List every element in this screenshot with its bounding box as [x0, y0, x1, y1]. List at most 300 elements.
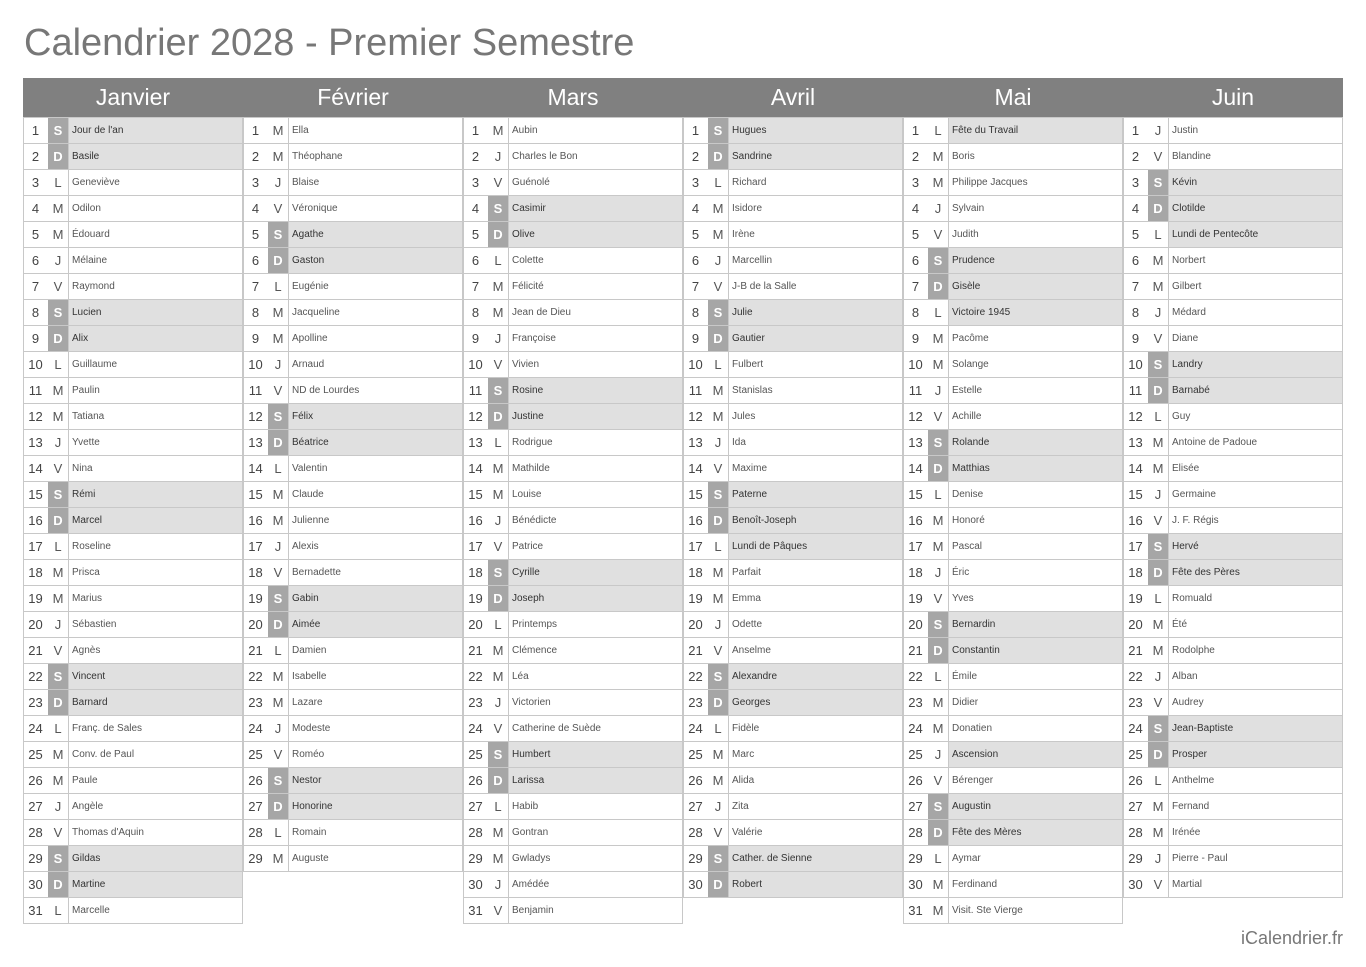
saint-name: Auguste: [292, 853, 329, 864]
weekday-letter: D: [488, 586, 509, 611]
day-number: 11: [468, 383, 483, 398]
weekday-letter: S: [708, 846, 729, 871]
saint-name: Gaston: [289, 248, 462, 273]
day-row: [1123, 482, 1343, 508]
saint-name: Rosine: [509, 378, 682, 403]
weekday-letter: J: [48, 248, 69, 273]
saint-name: Rodrigue: [512, 437, 553, 448]
day-number: 10: [248, 357, 263, 372]
day-number: 29: [468, 851, 483, 866]
weekday-letter: V: [48, 274, 69, 299]
weekday-letter: M: [488, 274, 509, 299]
day-number: 5: [31, 227, 40, 242]
day-number: 10: [1128, 357, 1143, 372]
saint-name: ND de Lourdes: [292, 385, 360, 396]
saint-name: Alida: [732, 775, 755, 786]
day-row: [23, 274, 243, 300]
weekday-letter: L: [708, 534, 729, 559]
day-row: [1123, 872, 1343, 898]
day-number: 2: [691, 149, 700, 164]
day-number: 12: [28, 409, 43, 424]
day-number: 31: [468, 903, 483, 918]
saint-name: Guillaume: [72, 359, 118, 370]
day-row: [683, 248, 903, 274]
saint-name: J-B de la Salle: [732, 281, 797, 292]
weekday-letter: S: [708, 664, 729, 689]
day-row: [903, 196, 1123, 222]
footer-brand: iCalendrier.fr: [1240, 928, 1343, 948]
saint-name: Béatrice: [289, 430, 462, 455]
weekday-letter: J: [268, 352, 289, 377]
saint-name: Basile: [69, 144, 242, 169]
saint-name: Bérenger: [952, 775, 994, 786]
day-row: [243, 482, 463, 508]
day-number: 12: [688, 409, 703, 424]
day-number: 14: [28, 461, 43, 476]
day-number: 6: [691, 253, 700, 268]
day-number: 9: [691, 331, 700, 346]
day-number: 12: [1128, 409, 1143, 424]
saint-name: Humbert: [509, 742, 682, 767]
day-row: [243, 586, 463, 612]
day-row: [23, 794, 243, 820]
saint-name: Prisca: [72, 567, 100, 578]
weekday-letter: D: [928, 456, 949, 481]
day-number: 6: [251, 253, 260, 268]
month-header: Avril: [683, 78, 903, 117]
weekday-letter: L: [48, 352, 69, 377]
day-row: [683, 196, 903, 222]
month-header: Janvier: [23, 78, 243, 117]
day-number: 14: [908, 461, 923, 476]
day-number: 20: [1128, 617, 1143, 632]
day-number: 15: [248, 487, 263, 502]
day-number: 6: [1131, 253, 1140, 268]
saint-name: Olive: [509, 222, 682, 247]
day-row: [1123, 274, 1343, 300]
saint-name: Romain: [292, 827, 327, 838]
day-row: [243, 326, 463, 352]
day-number: 13: [468, 435, 483, 450]
weekday-letter: M: [268, 300, 289, 325]
saint-name: Achille: [952, 411, 982, 422]
saint-name: Geneviève: [72, 177, 120, 188]
saint-name: Eugénie: [292, 281, 329, 292]
weekday-letter: J: [708, 612, 729, 637]
weekday-letter: V: [1148, 872, 1169, 897]
saint-name: Paulin: [72, 385, 100, 396]
day-number: 29: [688, 851, 703, 866]
day-row: [1123, 794, 1343, 820]
day-row: [903, 638, 1123, 664]
saint-name: Angèle: [72, 801, 104, 812]
day-number: 17: [28, 539, 43, 554]
saint-name: Hervé: [1169, 534, 1342, 559]
weekday-letter: S: [1148, 170, 1169, 195]
day-row: [903, 898, 1123, 924]
day-number: 23: [688, 695, 703, 710]
saint-name: Ella: [292, 125, 309, 136]
saint-name: Thomas d'Aquin: [72, 827, 144, 838]
weekday-letter: M: [1148, 612, 1169, 637]
day-number: 17: [468, 539, 483, 554]
day-row: [683, 768, 903, 794]
day-number: 8: [691, 305, 700, 320]
day-row: [463, 664, 683, 690]
weekday-letter: M: [708, 222, 729, 247]
day-number: 30: [468, 877, 483, 892]
day-row: [683, 742, 903, 768]
weekday-letter: L: [928, 846, 949, 871]
day-number: 21: [28, 643, 43, 658]
day-number: 8: [471, 305, 480, 320]
weekday-letter: M: [48, 196, 69, 221]
weekday-letter: S: [1148, 534, 1169, 559]
saint-name: Benoît-Joseph: [729, 508, 902, 533]
month-header: Juin: [1123, 78, 1343, 117]
saint-name: Damien: [292, 645, 327, 656]
saint-name: Larissa: [509, 768, 682, 793]
day-number: 19: [1128, 591, 1143, 606]
weekday-letter: S: [708, 482, 729, 507]
day-row: [683, 144, 903, 170]
saint-name: Robert: [729, 872, 902, 897]
weekday-letter: L: [928, 300, 949, 325]
day-row: [903, 117, 1123, 144]
day-row: [1123, 612, 1343, 638]
saint-name: Romuald: [1172, 593, 1213, 604]
day-row: [243, 794, 463, 820]
saint-name: Paule: [72, 775, 98, 786]
day-number: 18: [688, 565, 703, 580]
saint-name: Vincent: [69, 664, 242, 689]
saint-name: Léa: [512, 671, 529, 682]
saint-name: Antoine de Padoue: [1172, 437, 1258, 448]
saint-name: Yves: [952, 593, 974, 604]
saint-name: Agnès: [72, 645, 101, 656]
day-number: 4: [911, 201, 920, 216]
weekday-letter: V: [928, 404, 949, 429]
day-number: 25: [1128, 747, 1143, 762]
day-row: [243, 664, 463, 690]
day-row: [1123, 638, 1343, 664]
day-row: [243, 117, 463, 144]
day-row: [23, 846, 243, 872]
saint-name: Louise: [512, 489, 542, 500]
weekday-letter: D: [268, 430, 289, 455]
weekday-letter: L: [928, 118, 949, 143]
weekday-letter: M: [708, 586, 729, 611]
day-row: [23, 820, 243, 846]
weekday-letter: J: [1148, 300, 1169, 325]
weekday-letter: L: [48, 716, 69, 741]
weekday-letter: J: [928, 742, 949, 767]
day-number: 16: [1128, 513, 1143, 528]
weekday-letter: D: [48, 326, 69, 351]
day-number: 21: [908, 643, 923, 658]
day-number: 27: [688, 799, 703, 814]
day-number: 11: [1128, 383, 1143, 398]
saint-name: Julienne: [292, 515, 330, 526]
day-row: [243, 534, 463, 560]
day-row: [1123, 378, 1343, 404]
weekday-letter: M: [488, 300, 509, 325]
day-number: 3: [251, 175, 260, 190]
weekday-letter: M: [488, 820, 509, 845]
day-row: [903, 326, 1123, 352]
day-number: 2: [471, 149, 480, 164]
day-row: [463, 378, 683, 404]
weekday-letter: L: [48, 898, 69, 923]
weekday-letter: L: [488, 248, 509, 273]
day-number: 28: [28, 825, 43, 840]
saint-name: Marcellin: [732, 255, 773, 266]
weekday-letter: S: [48, 118, 69, 143]
day-row: [683, 508, 903, 534]
day-row: [463, 326, 683, 352]
day-row: [1123, 586, 1343, 612]
day-row: [463, 534, 683, 560]
day-number: 29: [908, 851, 923, 866]
saint-name: Nestor: [289, 768, 462, 793]
saint-name: Aymar: [952, 853, 981, 864]
day-row: [243, 352, 463, 378]
day-number: 21: [468, 643, 483, 658]
weekday-letter: S: [928, 430, 949, 455]
saint-name: Colette: [512, 255, 544, 266]
saint-name: Aubin: [512, 125, 538, 136]
day-number: 16: [248, 513, 263, 528]
day-number: 11: [248, 383, 263, 398]
saint-name: Richard: [732, 177, 767, 188]
day-row: [243, 768, 463, 794]
day-row: [23, 144, 243, 170]
month-column: [903, 78, 1123, 924]
day-number: 16: [468, 513, 483, 528]
weekday-letter: L: [708, 352, 729, 377]
day-row: [23, 117, 243, 144]
month-header: Mai: [903, 78, 1123, 117]
day-row: [463, 222, 683, 248]
saint-name: Didier: [952, 697, 979, 708]
day-row: [1123, 820, 1343, 846]
month-column: [243, 78, 463, 872]
weekday-letter: M: [48, 378, 69, 403]
weekday-letter: M: [268, 482, 289, 507]
saint-name: Agathe: [289, 222, 462, 247]
saint-name: Clotilde: [1169, 196, 1342, 221]
saint-name: Fulbert: [732, 359, 764, 370]
day-number: 6: [31, 253, 40, 268]
day-row: [23, 170, 243, 196]
saint-name: Félix: [289, 404, 462, 429]
day-number: 29: [248, 851, 263, 866]
weekday-letter: M: [928, 690, 949, 715]
day-row: [243, 274, 463, 300]
day-row: [463, 144, 683, 170]
day-row: [683, 404, 903, 430]
day-number: 22: [1128, 669, 1143, 684]
weekday-letter: M: [268, 144, 289, 169]
day-number: 16: [688, 513, 703, 528]
weekday-letter: M: [928, 898, 949, 923]
saint-name: Elisée: [1172, 463, 1200, 474]
weekday-letter: D: [928, 274, 949, 299]
saint-name: Fidèle: [732, 723, 760, 734]
weekday-letter: V: [488, 898, 509, 923]
saint-name: Éric: [952, 567, 970, 578]
saint-name: Ferdinand: [952, 879, 998, 890]
day-number: 19: [248, 591, 263, 606]
day-row: [683, 664, 903, 690]
day-number: 24: [688, 721, 703, 736]
day-number: 28: [468, 825, 483, 840]
day-number: 7: [691, 279, 700, 294]
weekday-letter: D: [268, 794, 289, 819]
day-number: 7: [31, 279, 40, 294]
day-number: 8: [1131, 305, 1140, 320]
day-number: 7: [1131, 279, 1140, 294]
day-number: 19: [28, 591, 43, 606]
day-row: [903, 664, 1123, 690]
day-number: 17: [248, 539, 263, 554]
saint-name: Paterne: [729, 482, 902, 507]
saint-name: Justine: [509, 404, 682, 429]
day-number: 16: [28, 513, 43, 528]
day-number: 15: [908, 487, 923, 502]
day-row: [683, 326, 903, 352]
weekday-letter: S: [488, 742, 509, 767]
weekday-letter: L: [268, 820, 289, 845]
day-row: [683, 716, 903, 742]
day-number: 13: [248, 435, 263, 450]
day-number: 11: [28, 383, 43, 398]
saint-name: Guénolé: [512, 177, 550, 188]
day-number: 9: [471, 331, 480, 346]
day-row: [683, 534, 903, 560]
day-row: [1123, 117, 1343, 144]
saint-name: Augustin: [949, 794, 1122, 819]
day-number: 18: [908, 565, 923, 580]
weekday-letter: V: [48, 456, 69, 481]
weekday-letter: M: [708, 196, 729, 221]
day-row: [243, 430, 463, 456]
day-row: [683, 794, 903, 820]
day-row: [903, 430, 1123, 456]
day-row: [463, 742, 683, 768]
day-number: 11: [688, 383, 703, 398]
day-row: [1123, 326, 1343, 352]
weekday-letter: M: [488, 118, 509, 143]
weekday-letter: D: [1148, 196, 1169, 221]
weekday-letter: J: [48, 612, 69, 637]
weekday-letter: M: [1148, 248, 1169, 273]
day-number: 7: [471, 279, 480, 294]
day-number: 25: [28, 747, 43, 762]
saint-name: Norbert: [1172, 255, 1206, 266]
saint-name: Martine: [69, 872, 242, 897]
weekday-letter: S: [488, 560, 509, 585]
saint-name: Marcelle: [72, 905, 110, 916]
day-number: 13: [908, 435, 923, 450]
day-row: [683, 352, 903, 378]
weekday-letter: M: [928, 326, 949, 351]
day-number: 1: [471, 123, 480, 138]
weekday-letter: J: [708, 430, 729, 455]
weekday-letter: M: [1148, 274, 1169, 299]
weekday-letter: M: [708, 768, 729, 793]
day-row: [463, 508, 683, 534]
day-number: 20: [248, 617, 263, 632]
weekday-letter: M: [928, 352, 949, 377]
weekday-letter: M: [268, 326, 289, 351]
saint-name: Odette: [732, 619, 763, 630]
weekday-letter: V: [268, 196, 289, 221]
day-number: 27: [28, 799, 43, 814]
day-number: 12: [468, 409, 483, 424]
weekday-letter: M: [1148, 638, 1169, 663]
day-number: 23: [468, 695, 483, 710]
day-row: [683, 274, 903, 300]
weekday-letter: S: [928, 248, 949, 273]
day-number: 6: [911, 253, 920, 268]
day-row: [463, 196, 683, 222]
saint-name: Landry: [1169, 352, 1342, 377]
day-number: 3: [691, 175, 700, 190]
weekday-letter: V: [268, 742, 289, 767]
weekday-letter: D: [708, 690, 729, 715]
saint-name: Gwladys: [512, 853, 551, 864]
day-row: [683, 378, 903, 404]
saint-name: Prudence: [949, 248, 1122, 273]
weekday-letter: S: [268, 586, 289, 611]
day-row: [243, 560, 463, 586]
day-number: 8: [31, 305, 40, 320]
weekday-letter: M: [708, 404, 729, 429]
day-row: [683, 820, 903, 846]
weekday-letter: S: [48, 846, 69, 871]
saint-name: Hugues: [729, 118, 902, 143]
weekday-letter: M: [1148, 430, 1169, 455]
day-number: 31: [28, 903, 43, 918]
day-number: 14: [248, 461, 263, 476]
saint-name: Roméo: [292, 749, 325, 760]
saint-name: Zita: [732, 801, 749, 812]
day-number: 10: [688, 357, 703, 372]
day-number: 8: [251, 305, 260, 320]
day-number: 13: [1128, 435, 1143, 450]
weekday-letter: L: [488, 794, 509, 819]
month-column: [23, 78, 243, 924]
day-number: 15: [1128, 487, 1143, 502]
day-row: [463, 768, 683, 794]
saint-name: Judith: [952, 229, 979, 240]
day-number: 18: [468, 565, 483, 580]
saint-name: Raymond: [72, 281, 115, 292]
saint-name: J. F. Régis: [1172, 515, 1219, 526]
day-number: 14: [688, 461, 703, 476]
weekday-letter: J: [1148, 118, 1169, 143]
saint-name: Blaise: [292, 177, 320, 188]
day-row: [23, 560, 243, 586]
day-row: [903, 300, 1123, 326]
day-row: [683, 430, 903, 456]
day-row: [1123, 664, 1343, 690]
day-row: [243, 690, 463, 716]
day-row: [23, 456, 243, 482]
day-row: [23, 716, 243, 742]
weekday-letter: M: [48, 560, 69, 585]
